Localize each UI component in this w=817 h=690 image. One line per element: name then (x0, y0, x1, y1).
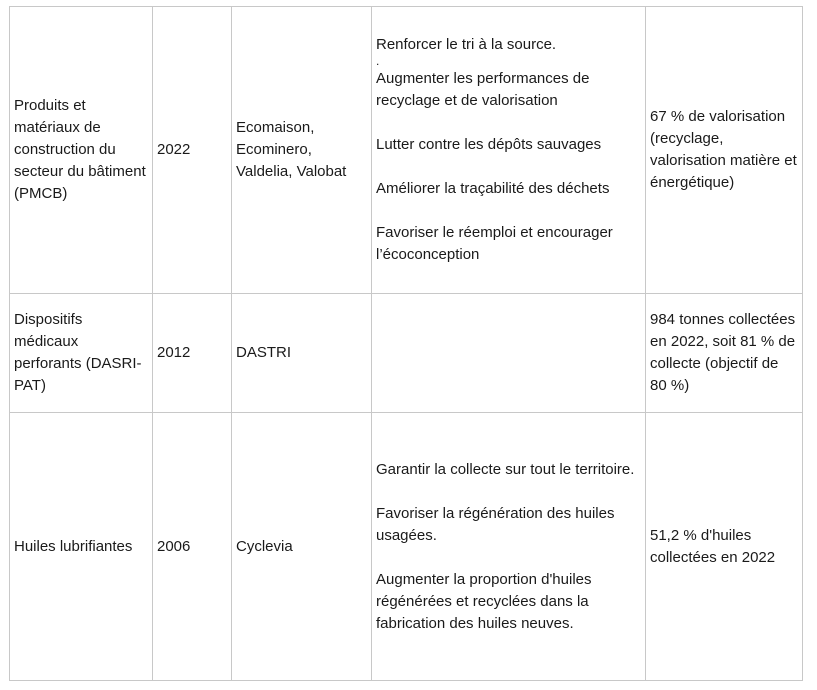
filiere-cell: Huiles lubrifiantes (10, 413, 153, 681)
separator-dot: . (376, 54, 380, 68)
objectif-text: Renforcer le tri à la source. (376, 36, 557, 53)
filiere-cell: Dispositifs médicaux perforants (DASRI-PAT) (10, 294, 153, 413)
resultats-cell: 984 tonnes collectées en 2022, soit 81 % de collecte (objectif de 80 %) (646, 294, 803, 413)
objectifs-cell (372, 413, 646, 681)
annee-cell: 2006 (153, 413, 232, 681)
objectif-text: Favoriser la régénération des huiles usagées. (376, 504, 615, 544)
objectif-text: Augmenter les performances de recyclage et de valorisation (376, 70, 590, 109)
annee-cell: 2012 (153, 294, 232, 413)
table-row (10, 294, 803, 413)
objectif-text: Augmenter la proportion d'huiles régénérées et recyclées dans la fabrication des huiles neuves. (376, 570, 592, 632)
eco-organismes-cell: Cyclevia (232, 413, 372, 681)
annee-cell: 2022 (153, 7, 232, 294)
table-row (10, 7, 803, 294)
eco-organismes-cell: DASTRI (232, 294, 372, 413)
objectif-text: Garantir la collecte sur tout le territoire. (376, 460, 635, 478)
resultats-cell: 67 % de valorisation (recyclage, valorisation matière et énergétique) (646, 7, 803, 294)
objectifs-cell (372, 294, 646, 413)
objectifs-cell (372, 7, 646, 294)
objectif-text: Favoriser le réemploi et encourager l’écoconception (376, 224, 613, 263)
filieres-table (9, 6, 803, 681)
resultats-cell: 51,2 % d'huiles collectées en 2022 (646, 413, 803, 681)
filiere-cell: Produits et matériaux de construction du secteur du bâtiment (PMCB) (10, 7, 153, 294)
table-row (10, 413, 803, 681)
objectif-text: Lutter contre les dépôts sauvages (376, 136, 602, 153)
objectif-text: Améliorer la traçabilité des déchets (376, 180, 610, 197)
eco-organismes-cell: Ecomaison, Ecominero, Valdelia, Valobat (232, 7, 372, 294)
